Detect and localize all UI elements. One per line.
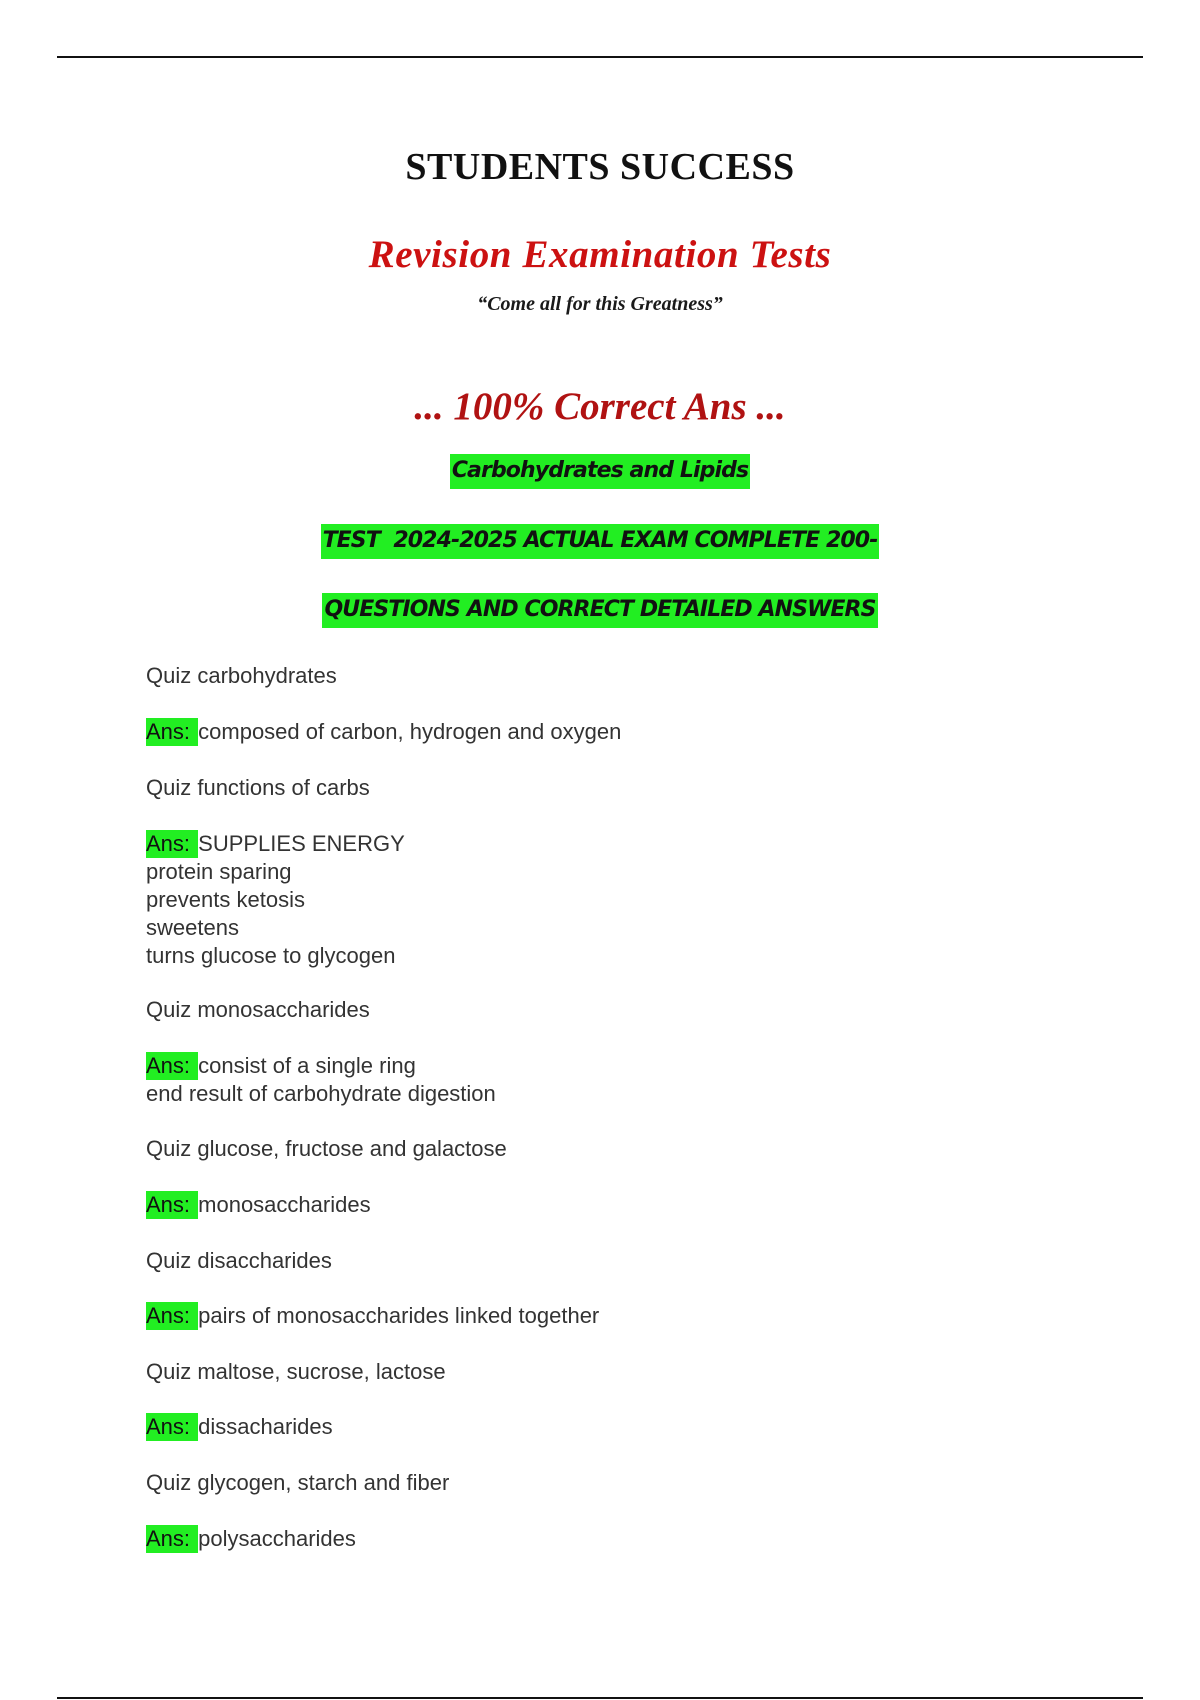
ans-label: Ans: — [146, 1192, 197, 1217]
topic-heading — [0, 458, 1200, 483]
answer-3 — [146, 1052, 496, 1108]
test-heading-line-2 — [0, 597, 1200, 622]
subtitle: Revision Examination Tests — [368, 233, 832, 276]
question-6: Quiz maltose, sucrose, lactose — [146, 1359, 446, 1384]
answer-4-line-1 — [146, 1191, 371, 1219]
question-4: Quiz glucose, fructose and galactose — [146, 1136, 507, 1161]
answer-6-line-1 — [146, 1413, 333, 1441]
question-3: Quiz monosaccharides — [146, 997, 370, 1022]
top-rule — [57, 56, 1143, 58]
answer-7 — [146, 1525, 356, 1553]
answer-6 — [146, 1413, 333, 1441]
ans-label: Ans: — [146, 1303, 197, 1328]
answer-4 — [146, 1191, 371, 1219]
answer-3-line-2: end result of carbohydrate digestion — [146, 1081, 496, 1106]
brand-title: STUDENTS SUCCESS — [405, 146, 795, 188]
answer-2-line-4: sweetens — [146, 915, 239, 940]
question-7: Quiz glycogen, starch and fiber — [146, 1470, 450, 1495]
answer-3-line-1 — [146, 1052, 496, 1080]
question-1: Quiz carbohydrates — [146, 663, 337, 688]
answer-2-line-2: protein sparing — [146, 859, 292, 884]
test-heading-line-2-text: QUESTIONS AND CORRECT DETAILED ANSWERS — [322, 593, 877, 628]
ans-label: Ans: — [146, 1414, 197, 1439]
bottom-rule — [57, 1697, 1143, 1699]
answer-1 — [146, 718, 621, 746]
test-heading-line-1 — [0, 528, 1200, 553]
answer-2-line-1 — [146, 830, 405, 858]
ans-label: Ans: — [146, 1053, 197, 1078]
test-heading-line-1-text: TEST 2024-2025 ACTUAL EXAM COMPLETE 200- — [321, 524, 880, 559]
tagline: “Come all for this Greatness” — [477, 293, 723, 315]
answer-5-line-1 — [146, 1302, 599, 1330]
ans-label: Ans: — [146, 831, 197, 856]
answer-text: SUPPLIES ENERGY — [198, 831, 405, 856]
answer-text: consist of a single ring — [198, 1053, 416, 1078]
answer-text: composed of carbon, hydrogen and oxygen — [198, 719, 622, 744]
ans-label: Ans: — [146, 1526, 197, 1551]
answer-2 — [146, 830, 405, 970]
answer-7-line-1 — [146, 1525, 356, 1553]
answer-text: monosaccharides — [198, 1192, 371, 1217]
question-2: Quiz functions of carbs — [146, 775, 370, 800]
ans-label: Ans: — [146, 719, 197, 744]
answer-text: pairs of monosaccharides linked together — [198, 1303, 600, 1328]
topic-heading-text: Carbohydrates and Lipids — [450, 454, 750, 489]
answer-1-line-1 — [146, 718, 621, 746]
answer-2-line-3: prevents ketosis — [146, 887, 305, 912]
answer-5 — [146, 1302, 599, 1330]
correct-banner: ... 100% Correct Ans ... — [414, 385, 786, 428]
answer-2-line-5: turns glucose to glycogen — [146, 943, 396, 968]
answer-text: dissacharides — [198, 1414, 333, 1439]
answer-text: polysaccharides — [198, 1526, 356, 1551]
question-5: Quiz disaccharides — [146, 1248, 332, 1273]
